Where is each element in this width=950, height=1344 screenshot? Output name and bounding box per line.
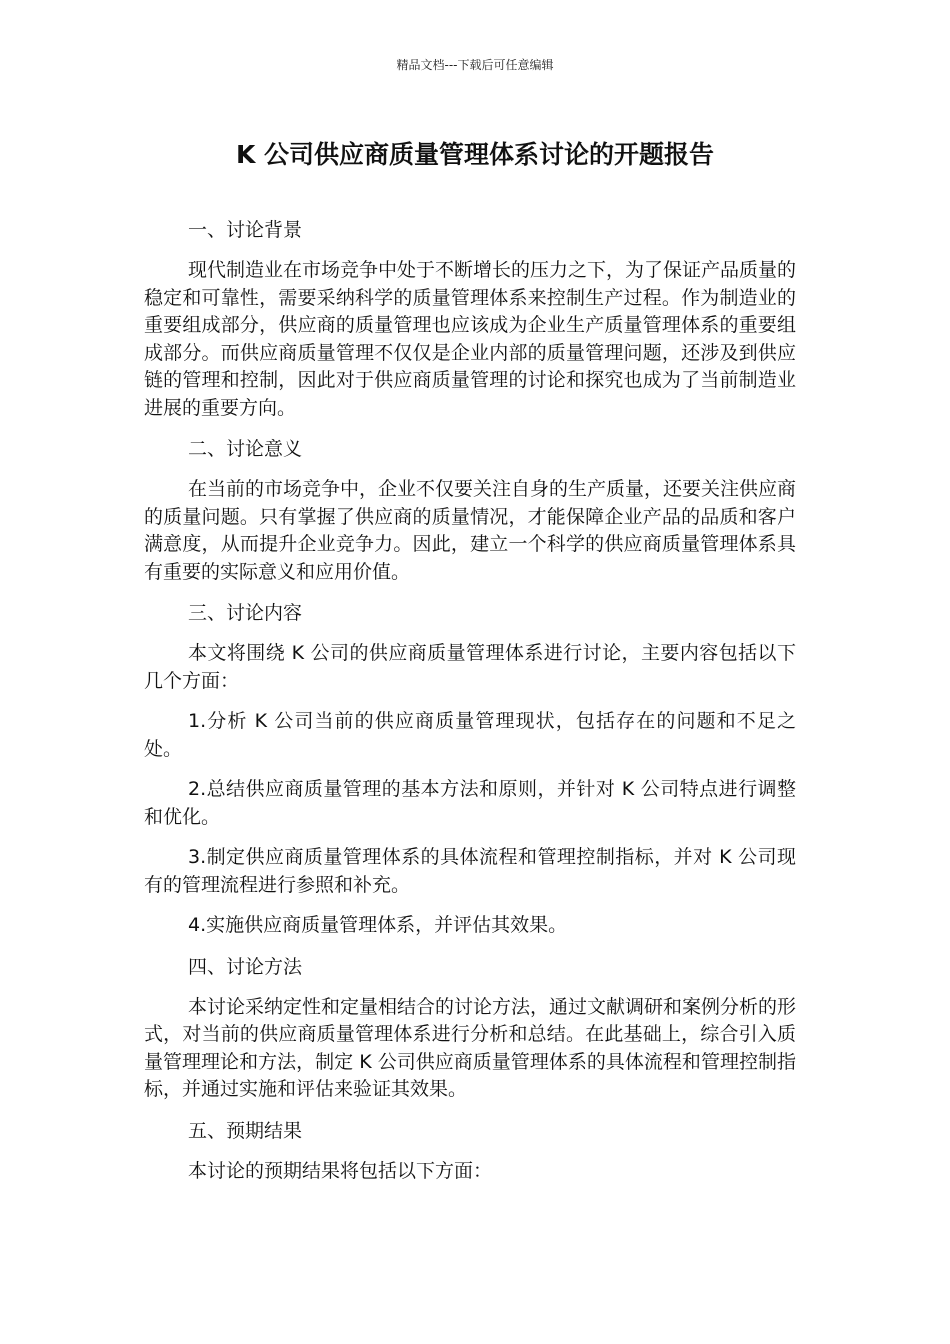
- document-title: K 公司供应商质量管理体系讨论的开题报告: [235, 140, 715, 169]
- list-item: 2.总结供应商质量管理的基本方法和原则，并针对 K 公司特点进行调整和优化。: [144, 778, 796, 828]
- paragraph-method: 本讨论采纳定性和定量相结合的讨论方法，通过文献调研和案例分析的形式，对当前的供应商质量管理体系进行分析和总结。在此基础上，综合引入质量管理理论和方法，制定 K 公司供应商质量管理体系的具体流程和管理控制指标，并通过实施和评估来验证其效果。: [144, 995, 797, 1100]
- section-heading-significance: 二、讨论意义: [188, 438, 303, 460]
- list-item: 3.制定供应商质量管理体系的具体流程和管理控制指标，并对 K 公司现有的管理流程进行参照和补充。: [144, 846, 796, 896]
- paragraph-background: 现代制造业在市场竞争中处于不断增长的压力之下，为了保证产品质量的稳定和可靠性，需要采纳科学的质量管理体系来控制生产过程。作为制造业的重要组成部分，供应商的质量管理也应该成为企业生产质量管理体系的重要组成部分。而供应商质量管理不仅仅是企业内部的质量管理问题，还涉及到供应链的管理和控制，因此对于供应商质量管理的讨论和探究也成为了当前制造业进展的重要方向。: [144, 259, 797, 419]
- list-item: 4.实施供应商质量管理体系，并评估其效果。: [188, 914, 568, 936]
- section-heading-expected-results: 五、预期结果: [188, 1119, 303, 1142]
- paragraph-expected-results: 本讨论的预期结果将包括以下方面：: [188, 1159, 493, 1182]
- section-heading-content: 三、讨论内容: [188, 602, 303, 624]
- section-heading-method: 四、讨论方法: [188, 955, 303, 978]
- document-body: [144, 216, 796, 1198]
- header-note: 精品文档---下载后可任意编辑: [396, 58, 554, 72]
- paragraph-significance: 在当前的市场竞争中，企业不仅要关注自身的生产质量，还要关注供应商的质量问题。只有掌握了供应商的质量情况，才能保障企业产品的品质和客户满意度，从而提升企业竞争力。因此，建立一个科学的供应商质量管理体系具有重要的实际意义和应用价值。: [144, 478, 797, 583]
- paragraph-content-intro: 本文将围绕 K 公司的供应商质量管理体系进行讨论，主要内容包括以下几个方面：: [144, 642, 796, 692]
- list-item: 1.分析 K 公司当前的供应商质量管理现状，包括存在的问题和不足之处。: [144, 710, 796, 760]
- section-heading-background: 一、讨论背景: [188, 219, 303, 241]
